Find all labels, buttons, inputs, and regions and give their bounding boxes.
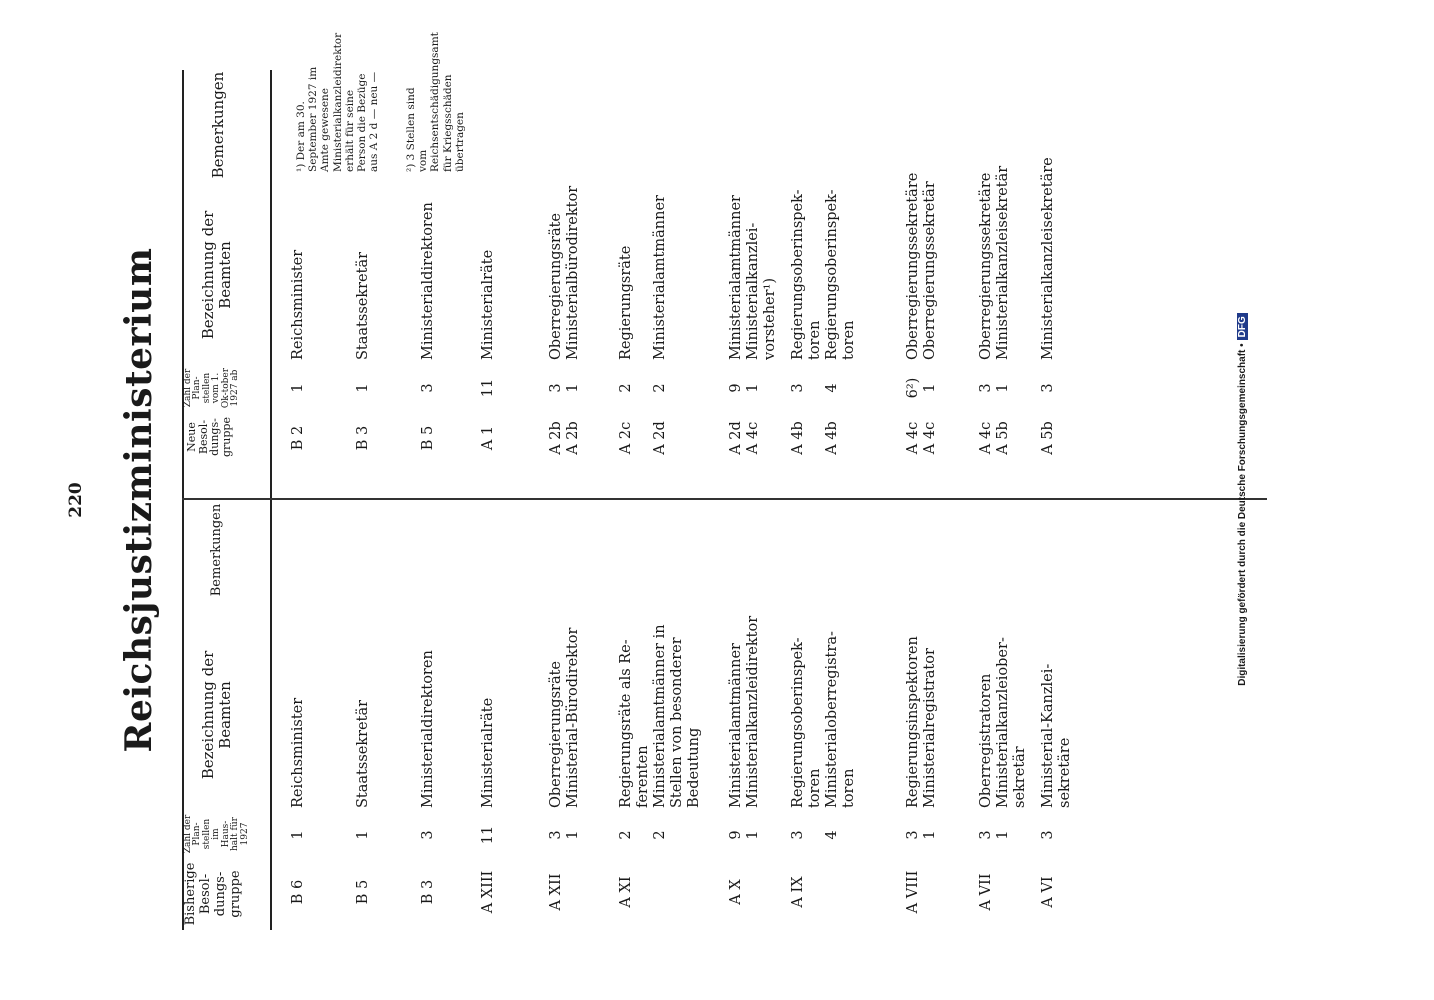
header-old-designation: Bezeichnung der Beamten xyxy=(199,650,235,780)
cell-new-group: A 4c A 4c xyxy=(905,421,939,455)
cell-new-count: 2 2 xyxy=(618,383,669,393)
cell-new-designation: Ministerialamtmänner Ministerialkanzlei- vorsteher¹) xyxy=(728,195,779,360)
cell-old-designation: Regierungsinspektoren Ministerialregistrator xyxy=(905,636,939,808)
cell-old-group: A IX xyxy=(790,876,806,908)
cell-old-designation: Regierungsoberinspek- toren Ministerialoberregistra- toren xyxy=(790,631,858,808)
cell-old-group: B 6 xyxy=(290,879,306,905)
footer-text: Digitalisierung gefördert durch die Deutsche Forschungsgemeinschaft • xyxy=(1237,343,1248,686)
header-new-remarks: Bemerkungen xyxy=(209,71,227,179)
cell-old-designation: Ministerialdirektoren xyxy=(420,650,436,808)
header-old-remarks: Bemerkungen xyxy=(209,503,224,597)
cell-old-group: A VII xyxy=(978,873,994,911)
cell-new-count: 3 xyxy=(1040,383,1056,393)
cell-old-designation: Ministerial-Kanzlei- sekretäre xyxy=(1040,663,1074,808)
cell-new-count: 11 xyxy=(480,378,496,398)
cell-new-designation: Regierungsräte Ministerialamtmänner xyxy=(618,195,669,360)
cell-new-designation: Ministerialkanzleisekretäre xyxy=(1040,157,1056,360)
cell-new-group: A 4c A 5b xyxy=(978,421,1012,455)
cell-old-count: 3 4 xyxy=(790,830,841,840)
cell-new-group: A 2d A 4c xyxy=(728,421,762,455)
cell-new-group: B 5 xyxy=(420,425,436,451)
cell-old-designation: Ministerialräte xyxy=(480,697,496,808)
cell-old-group: A VI xyxy=(1040,876,1056,908)
cell-new-designation: Oberregierungssekretäre Ministerialkanzleisekretär xyxy=(978,165,1012,360)
cell-old-designation: Reichsminister xyxy=(290,697,306,808)
cell-new-group: B 2 xyxy=(290,425,306,451)
cell-old-group: A XI xyxy=(618,876,634,908)
remark-note-1: ¹) Der am 30. September 1927 im Amte gewesene Ministerialkanzleidirektor erhält für seine Person die Bezüge aus A 2 d — neu — xyxy=(295,32,381,172)
cell-new-count: 1 xyxy=(290,383,306,393)
cell-old-group: B 5 xyxy=(355,879,371,905)
cell-old-group: A XIII xyxy=(480,870,496,914)
cell-old-designation: Oberregistratoren Ministerialkanzleiober- sekretär xyxy=(978,637,1029,808)
cell-new-count: 3 1 xyxy=(978,383,1012,393)
header-new-group: Neue Besol-dungs-gruppe xyxy=(185,417,233,457)
cell-old-designation: Staatssekretär xyxy=(355,699,371,808)
header-rule-left-bottom xyxy=(270,500,272,930)
cell-old-count: 1 xyxy=(355,830,371,840)
header-old-group: Bisherige Besol-dungs-gruppe xyxy=(183,862,243,926)
cell-new-count: 6²) 1 xyxy=(905,377,939,399)
remark-note-2: ²) 3 Stellen sind vom Reichsentschädigungsamt für Kriegsschäden übertragen xyxy=(405,32,466,172)
cell-old-group: A X xyxy=(728,879,744,905)
cell-old-count: 3 1 xyxy=(905,830,939,840)
cell-new-designation: Ministerialdirektoren xyxy=(420,202,436,360)
cell-new-count: 3 xyxy=(420,383,436,393)
page-number: 220 xyxy=(66,482,86,518)
cell-new-group: A 5b xyxy=(1040,421,1056,455)
cell-old-count: 2 2 xyxy=(618,830,669,840)
cell-new-group: A 4b A 4b xyxy=(790,421,841,455)
cell-new-group: A 2b A 2b xyxy=(548,421,582,455)
cell-new-designation: Oberregierungssekretäre Oberregierungssekretär xyxy=(905,172,939,360)
cell-old-count: 3 xyxy=(1040,830,1056,840)
cell-new-designation: Ministerialräte xyxy=(480,249,496,360)
cell-old-count: 9 1 xyxy=(728,830,762,840)
cell-new-designation: Oberregierungsräte Ministerialbürodirektor xyxy=(548,185,582,360)
cell-old-count: 3 xyxy=(420,830,436,840)
page-title: Reichsjustizministerium xyxy=(118,247,160,753)
cell-new-designation: Reichsminister xyxy=(290,249,306,360)
cell-new-designation: Regierungsoberinspek- toren Regierungsoberinspek- toren xyxy=(790,189,858,360)
cell-new-group: B 3 xyxy=(355,425,371,451)
cell-new-group: A 1 xyxy=(480,425,496,451)
cell-new-count: 9 1 xyxy=(728,383,762,393)
cell-old-count: 1 xyxy=(290,830,306,840)
header-new-count: Zahl der Plan-stellen vom 1. Ok-tober 1927 ab xyxy=(183,367,241,409)
cell-old-designation: Regierungsräte als Re- ferenten Ministerialamtmänner in Stellen von besonderer Bedeutung xyxy=(618,624,703,808)
dfg-logo: DFG xyxy=(1237,313,1248,340)
cell-old-count: 3 1 xyxy=(978,830,1012,840)
header-new-designation: Bezeichnung der Beamten xyxy=(199,210,235,340)
cell-new-designation: Staatssekretär xyxy=(355,251,371,360)
cell-old-designation: Ministerialamtmänner Ministerialkanzleidirektor xyxy=(728,615,762,808)
cell-old-count: 11 xyxy=(480,825,496,845)
header-old-count: Zahl der Plan-stellen im Haus-halt für 1927 xyxy=(183,814,250,854)
cell-old-count: 3 1 xyxy=(548,830,582,840)
cell-new-count: 1 xyxy=(355,383,371,393)
center-divider xyxy=(182,498,1267,500)
cell-old-group: A VIII xyxy=(905,870,921,914)
cell-new-count: 3 1 xyxy=(548,383,582,393)
header-rule-right xyxy=(182,70,184,500)
cell-old-group: A XII xyxy=(548,873,564,911)
cell-old-group: B 3 xyxy=(420,879,436,905)
footer-credit xyxy=(1237,7,1248,992)
header-rule-right-bottom xyxy=(270,70,272,500)
cell-new-count: 3 4 xyxy=(790,383,841,393)
cell-new-group: A 2c A 2d xyxy=(618,421,669,455)
cell-old-designation: Oberregierungsräte Ministerial-Bürodirektor xyxy=(548,627,582,808)
